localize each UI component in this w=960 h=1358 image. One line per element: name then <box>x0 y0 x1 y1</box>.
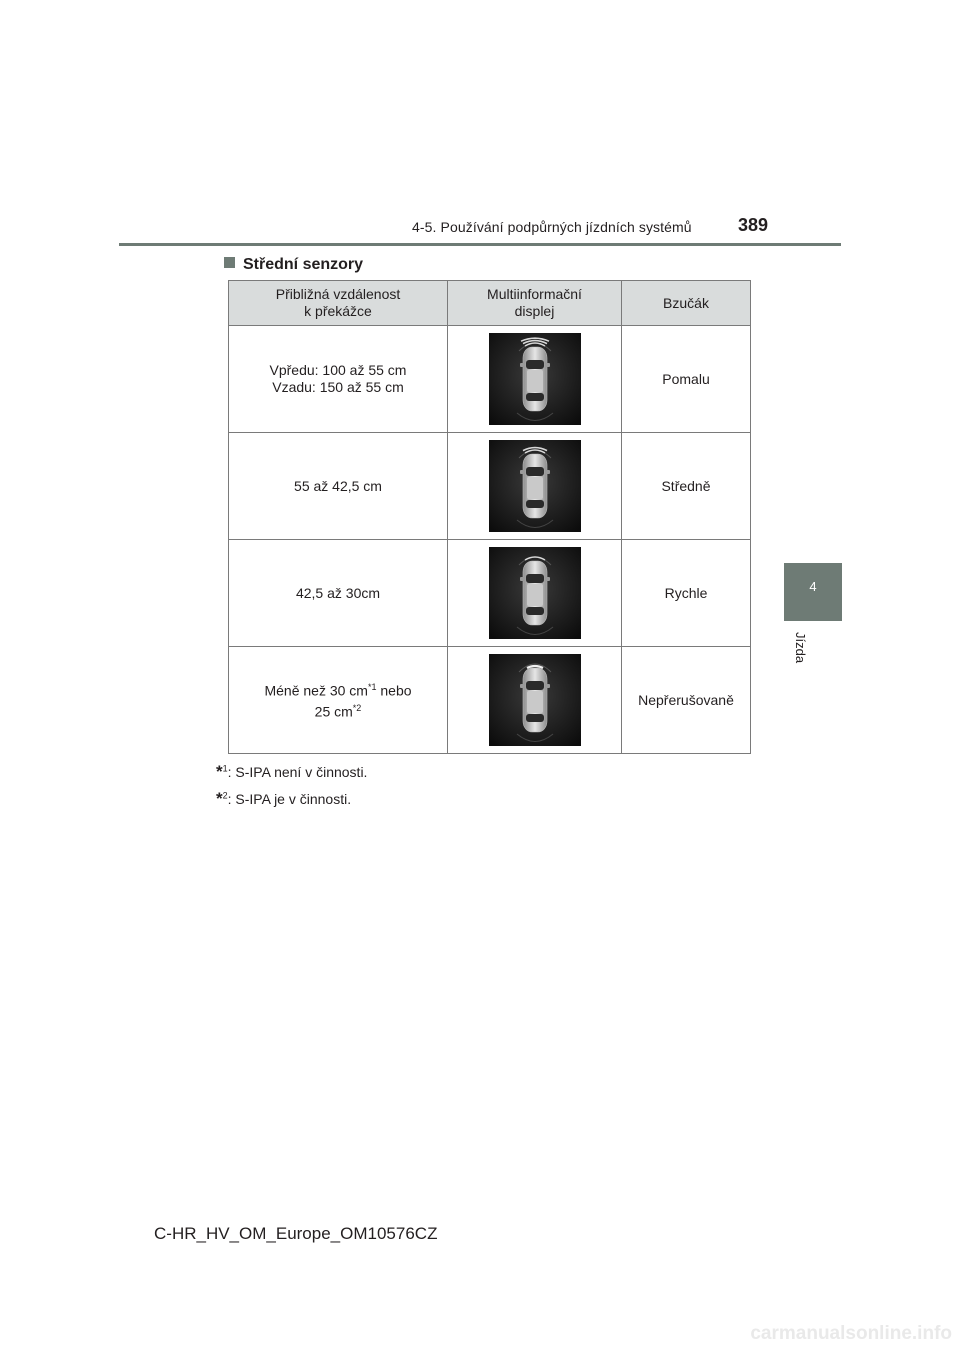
sensor-table <box>228 280 751 754</box>
header-distance-line2: k překážce <box>304 303 372 319</box>
distance-line: Vpředu: 100 až 55 cm <box>269 362 407 378</box>
buzzer-cell: Středně <box>622 433 751 540</box>
header-rule <box>119 243 841 246</box>
footnote-star: * <box>216 762 223 781</box>
car-sensor-display-icon <box>489 440 581 532</box>
distance-text: nebo <box>376 683 412 699</box>
footnote-star: * <box>216 789 223 808</box>
distance-line: 55 až 42,5 cm <box>294 477 382 494</box>
table-row <box>229 433 751 540</box>
header-distance-line1: Přibližná vzdálenost <box>275 286 401 302</box>
footnote-1 <box>216 762 367 782</box>
page-number: 389 <box>738 215 769 235</box>
distance-line: Vzadu: 150 až 55 cm <box>272 379 404 395</box>
section-heading-text: Střední senzory <box>243 256 364 273</box>
distance-cell <box>229 647 448 754</box>
car-sensor-display-icon <box>489 547 581 639</box>
document-code: C-HR_HV_OM_Europe_OM10576CZ <box>154 1224 438 1243</box>
display-cell <box>448 540 622 647</box>
distance-text: 25 cm <box>314 703 353 720</box>
display-cell <box>448 326 622 433</box>
table-row <box>229 647 751 754</box>
car-sensor-display-icon <box>489 333 581 425</box>
buzzer-cell: Rychle <box>622 540 751 647</box>
footnote-text: : S-IPA není v činnosti. <box>227 764 368 780</box>
watermark: carmanualsonline.info <box>750 1323 952 1344</box>
square-bullet-icon <box>224 257 235 268</box>
header-buzzer <box>622 281 751 326</box>
chapter-tab[interactable] <box>784 563 842 621</box>
chapter-label: Jízda <box>793 632 808 664</box>
distance-text: Méně než 30 cm <box>264 683 368 699</box>
buzzer-cell: Pomalu <box>622 326 751 433</box>
chapter-number: 4 <box>809 579 817 594</box>
footnote-ref: *2 <box>352 703 362 713</box>
header-distance <box>229 281 448 326</box>
distance-cell <box>229 326 448 433</box>
header-buzzer-line1: Bzučák <box>663 294 709 311</box>
footnote-text: : S-IPA je v činnosti. <box>227 791 352 807</box>
header-display-line1: Multiinformační <box>487 286 582 302</box>
header-display-line2: displej <box>514 303 555 319</box>
footnote-num: 1 <box>222 763 228 774</box>
footnote-num: 2 <box>222 790 228 801</box>
distance-line: 42,5 až 30cm <box>295 584 381 601</box>
table-row <box>229 326 751 433</box>
section-heading <box>224 256 363 274</box>
footnote-ref: *1 <box>367 682 377 693</box>
header-display <box>448 281 622 326</box>
footnote-2 <box>216 789 351 809</box>
car-sensor-display-icon <box>489 654 581 746</box>
display-cell <box>448 433 622 540</box>
buzzer-cell: Nepřerušovaně <box>622 647 751 754</box>
table-header-row <box>229 281 751 326</box>
display-cell <box>448 647 622 754</box>
distance-cell <box>229 540 448 647</box>
table-row <box>229 540 751 647</box>
distance-cell <box>229 433 448 540</box>
header-title: 4-5. Používání podpůrných jízdních systémů <box>412 219 692 235</box>
